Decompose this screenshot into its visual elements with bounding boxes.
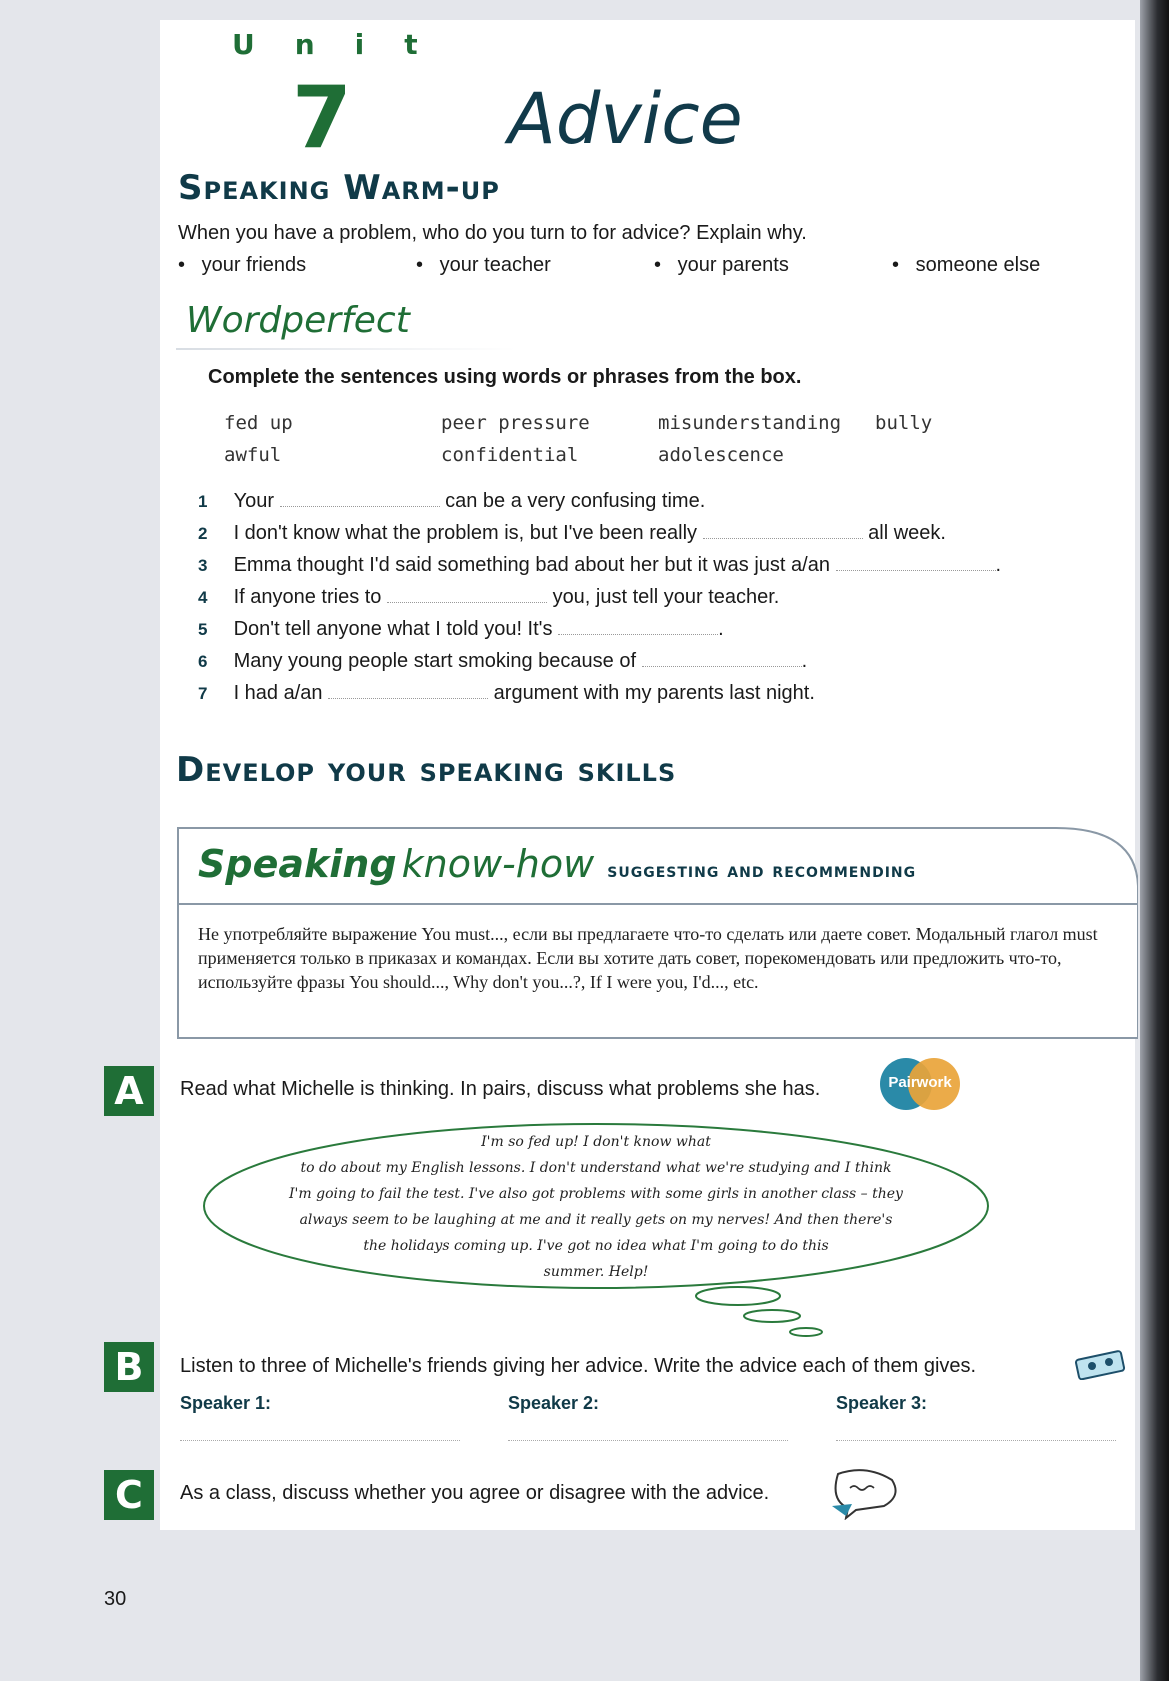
box-word: misunderstanding <box>658 412 842 434</box>
box-word: bully <box>875 412 933 434</box>
sentence-number: 7 <box>198 684 208 703</box>
knowhow-text: Не употребляйте выражение You must..., если вы предлагаете что-то сделать или даете совет. Модальный глагол must применяется только в приказах и командах. Если вы хотите дать совет, порекомендовать или предложить что-то, используйте фразы You should..., Why don't you...?, If I were you, I'd..., etc. <box>198 924 1098 992</box>
answer-blank[interactable] <box>280 492 440 507</box>
answer-blank[interactable] <box>328 684 488 699</box>
sentence-number: 1 <box>198 492 208 511</box>
warmup-option: • someone else <box>892 254 1041 276</box>
sentence-text: I don't know what the problem is, but I've been really <box>233 522 698 544</box>
option-text: your friends <box>201 254 307 276</box>
answer-blank[interactable] <box>558 620 718 635</box>
bubble-line: the holidays coming up. I've got no idea what I'm going to do this <box>363 1238 829 1254</box>
bubble-line: to do about my English lessons. I don't understand what we're studying and I think <box>300 1160 892 1176</box>
sentence-text: can be a very confusing time. <box>445 490 706 512</box>
sentence-number: 5 <box>198 620 208 639</box>
warmup-heading: Speaking Warm-up <box>178 168 500 208</box>
option-text: your teacher <box>439 254 551 276</box>
wordperfect-rule <box>176 348 516 350</box>
cassette-icon <box>1074 1350 1128 1380</box>
answer-blank[interactable] <box>703 524 863 539</box>
speaker-2-answer[interactable] <box>508 1440 788 1441</box>
sentence-text: argument with my parents last night. <box>493 682 815 704</box>
speaker-1-label: Speaker 1: <box>180 1393 272 1413</box>
warmup-option: • your friends <box>178 254 307 276</box>
knowhow-subtitle: suggesting and recommending <box>607 858 917 882</box>
sentence-number: 6 <box>198 652 208 671</box>
knowhow-title-a: Speaking <box>198 842 397 886</box>
box-word: awful <box>224 444 282 466</box>
sentence-number: 4 <box>198 588 208 607</box>
option-text: your parents <box>677 254 789 276</box>
wordperfect-instruction: Complete the sentences using words or phrases from the box. <box>208 366 802 388</box>
section-b-letter: B <box>104 1342 154 1392</box>
speaker-2-label: Speaker 2: <box>508 1393 600 1413</box>
sentence-number: 2 <box>198 524 208 543</box>
sentence-7 <box>198 682 815 705</box>
section-a-instruction: Read what Michelle is thinking. In pairs, discuss what problems she has. <box>180 1078 821 1100</box>
sentence-text: . <box>718 618 724 640</box>
sentence-6 <box>198 650 807 673</box>
sentence-text: . <box>801 650 808 672</box>
sentence-text: If anyone tries to <box>233 586 382 608</box>
develop-heading: Develop your speaking skills <box>176 750 677 790</box>
knowhow-title <box>198 842 916 886</box>
page-edge-shadow <box>1140 0 1169 1681</box>
box-word: adolescence <box>658 444 784 466</box>
sentence-text: . <box>995 554 1002 576</box>
pairwork-badge: Pairwork <box>888 1074 952 1091</box>
sentence-2 <box>198 522 946 545</box>
sentence-text: Your <box>233 490 274 512</box>
sentence-4 <box>198 586 779 609</box>
sentence-number: 3 <box>198 556 208 575</box>
sentence-1 <box>198 490 705 513</box>
unit-label: Unit <box>232 28 458 61</box>
section-c-instruction: As a class, discuss whether you agree or disagree with the advice. <box>180 1482 770 1504</box>
bubble-line: summer. Help! <box>543 1264 649 1280</box>
unit-number: 7 <box>292 68 352 168</box>
sentence-5 <box>198 618 724 641</box>
speaker-3-answer[interactable] <box>836 1440 1116 1441</box>
thought-bubble <box>196 1116 996 1356</box>
answer-blank[interactable] <box>642 652 802 667</box>
section-a-letter: A <box>104 1066 154 1116</box>
wordperfect-title: Wordperfect <box>186 300 410 341</box>
sentence-text: Many young people start smoking because of <box>233 650 637 672</box>
sentence-3 <box>198 554 1001 577</box>
sentence-text: you, just tell your teacher. <box>552 586 780 608</box>
warmup-option: • your teacher <box>416 254 551 276</box>
speaker-1-answer[interactable] <box>180 1440 460 1441</box>
warmup-option: • your parents <box>654 254 789 276</box>
bubble-line: always seem to be laughing at me and it really gets on my nerves! And then there's <box>299 1212 893 1228</box>
section-c-letter: C <box>104 1470 154 1520</box>
unit-title: Advice <box>508 78 743 160</box>
discussion-icon <box>826 1466 900 1520</box>
box-word: peer pressure <box>441 412 590 434</box>
sentence-text: Don't tell anyone what I told you! It's <box>233 618 553 640</box>
bubble-line: I'm so fed up! I don't know what <box>481 1134 711 1150</box>
sentence-text: I had a/an <box>233 682 323 704</box>
sentence-text: Emma thought I'd said something bad about her but it was just a/an <box>233 554 830 576</box>
warmup-question: When you have a problem, who do you turn to for advice? Explain why. <box>178 222 807 244</box>
page-number: 30 <box>104 1588 127 1610</box>
box-word: confidential <box>441 444 579 466</box>
answer-blank[interactable] <box>836 556 996 571</box>
speaker-3-label: Speaker 3: <box>836 1393 928 1413</box>
option-text: someone else <box>915 254 1041 276</box>
answer-blank[interactable] <box>387 588 547 603</box>
section-b-instruction: Listen to three of Michelle's friends giving her advice. Write the advice each of them gives. <box>180 1355 977 1377</box>
bubble-line: I'm going to fail the test. I've also got problems with some girls in another class – they <box>289 1186 903 1202</box>
box-word: fed up <box>224 412 293 434</box>
sentence-text: all week. <box>868 522 946 544</box>
knowhow-title-b: know-how <box>401 842 595 886</box>
